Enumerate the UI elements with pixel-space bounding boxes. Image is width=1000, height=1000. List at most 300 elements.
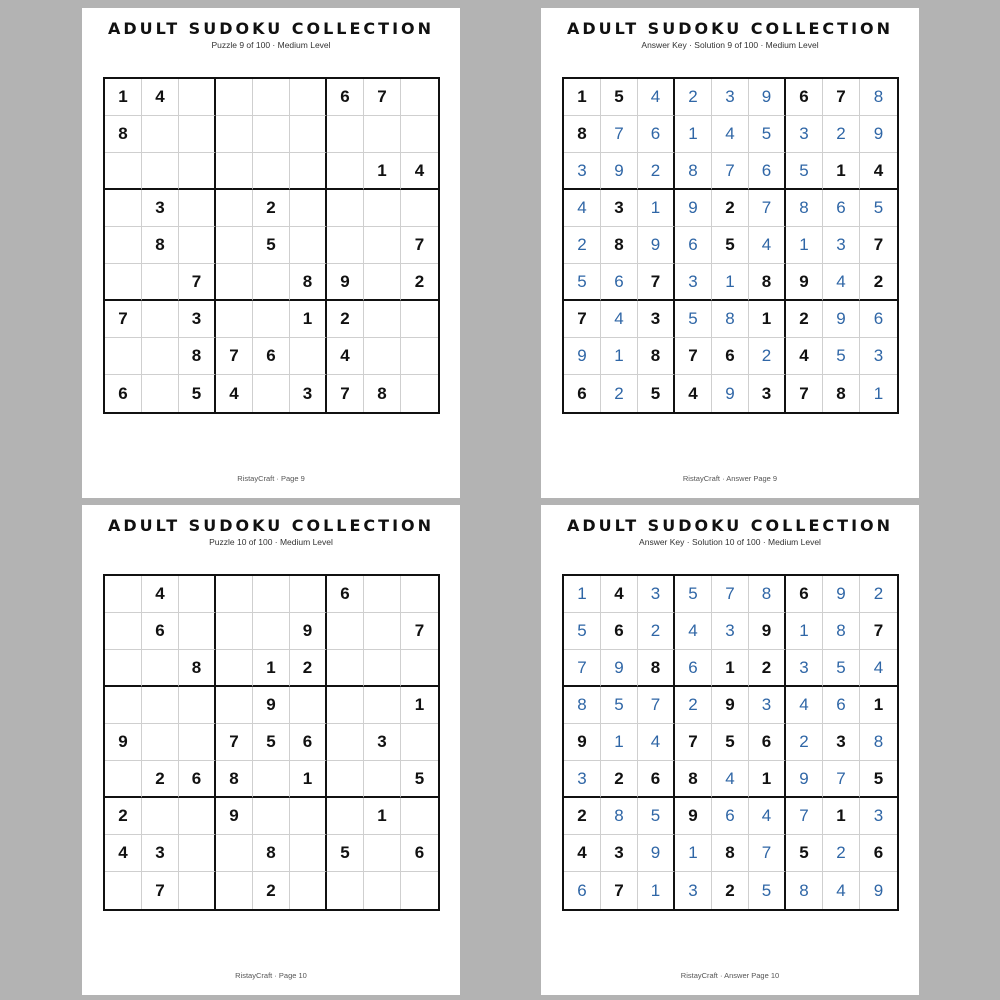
sudoku-cell (253, 761, 290, 798)
page-footer: RistayCraft · Page 9 (237, 474, 305, 483)
sudoku-cell (253, 79, 290, 116)
sudoku-grid (562, 574, 899, 911)
sudoku-cell: 9 (823, 301, 860, 338)
sudoku-cell: 1 (564, 79, 601, 116)
sudoku-cell: 5 (179, 375, 216, 412)
sudoku-cell: 7 (105, 301, 142, 338)
sudoku-cell (327, 650, 364, 687)
sudoku-cell (142, 650, 179, 687)
sudoku-cell: 9 (749, 79, 786, 116)
sudoku-cell: 9 (675, 190, 712, 227)
sudoku-cell: 5 (712, 227, 749, 264)
sudoku-cell: 6 (749, 153, 786, 190)
sudoku-cell: 7 (675, 338, 712, 375)
sudoku-cell: 9 (638, 835, 675, 872)
sudoku-cell (105, 264, 142, 301)
sudoku-cell (105, 650, 142, 687)
sudoku-cell: 2 (675, 687, 712, 724)
sudoku-cell (105, 338, 142, 375)
sudoku-cell: 7 (564, 301, 601, 338)
sudoku-cell: 2 (564, 798, 601, 835)
sudoku-cell: 4 (786, 687, 823, 724)
sudoku-cell: 2 (105, 798, 142, 835)
sudoku-cell: 5 (253, 724, 290, 761)
sudoku-cell (142, 338, 179, 375)
sudoku-cell: 2 (712, 190, 749, 227)
sudoku-cell: 6 (105, 375, 142, 412)
sudoku-cell (142, 301, 179, 338)
sudoku-cell (290, 835, 327, 872)
sudoku-cell: 3 (860, 338, 897, 375)
sudoku-cell (179, 190, 216, 227)
sudoku-cell: 3 (564, 153, 601, 190)
sudoku-cell (216, 576, 253, 613)
sudoku-cell: 1 (638, 872, 675, 909)
sudoku-cell: 8 (179, 650, 216, 687)
sudoku-cell: 7 (401, 613, 438, 650)
sudoku-cell: 9 (601, 650, 638, 687)
sudoku-cell: 2 (601, 375, 638, 412)
sudoku-cell (401, 338, 438, 375)
sudoku-cell (290, 79, 327, 116)
sudoku-cell: 1 (290, 761, 327, 798)
sudoku-cell: 7 (749, 835, 786, 872)
sudoku-cell (216, 613, 253, 650)
sudoku-cell: 5 (823, 650, 860, 687)
sudoku-cell: 2 (675, 79, 712, 116)
page-subtitle: Puzzle 10 of 100 · Medium Level (209, 537, 333, 547)
sudoku-cell: 2 (860, 264, 897, 301)
sudoku-cell: 4 (860, 650, 897, 687)
sudoku-cell: 8 (142, 227, 179, 264)
answer-page-10 (541, 505, 919, 995)
sudoku-cell: 5 (786, 835, 823, 872)
sudoku-cell: 7 (786, 798, 823, 835)
sudoku-cell (401, 190, 438, 227)
sudoku-cell: 3 (712, 79, 749, 116)
sudoku-cell: 4 (749, 798, 786, 835)
sudoku-cell: 4 (712, 761, 749, 798)
sudoku-cell: 1 (253, 650, 290, 687)
sudoku-cell: 4 (105, 835, 142, 872)
sudoku-cell (216, 79, 253, 116)
sudoku-cell: 8 (179, 338, 216, 375)
page-title: ADULT SUDOKU COLLECTION (566, 19, 894, 38)
sudoku-cell: 7 (860, 613, 897, 650)
sudoku-cell (327, 798, 364, 835)
sudoku-cell: 3 (601, 190, 638, 227)
sudoku-grid (103, 574, 440, 911)
sudoku-cell (142, 798, 179, 835)
sudoku-cell: 1 (401, 687, 438, 724)
sudoku-cell (216, 835, 253, 872)
sudoku-cell: 2 (638, 613, 675, 650)
sudoku-cell: 5 (712, 724, 749, 761)
sudoku-cell (364, 227, 401, 264)
page-title: ADULT SUDOKU COLLECTION (107, 19, 435, 38)
sudoku-cell: 2 (564, 227, 601, 264)
sudoku-cell: 2 (253, 190, 290, 227)
sudoku-cell: 8 (601, 227, 638, 264)
sudoku-cell (105, 153, 142, 190)
sudoku-cell (105, 687, 142, 724)
sudoku-cell (179, 798, 216, 835)
sudoku-cell: 8 (216, 761, 253, 798)
sudoku-cell (327, 116, 364, 153)
sudoku-cell: 3 (749, 375, 786, 412)
sudoku-cell: 5 (749, 872, 786, 909)
sudoku-cell (105, 576, 142, 613)
sudoku-cell: 8 (675, 761, 712, 798)
sudoku-cell (364, 835, 401, 872)
sudoku-cell (179, 153, 216, 190)
sudoku-cell: 5 (675, 301, 712, 338)
sudoku-grid (103, 77, 440, 414)
sudoku-cell (179, 613, 216, 650)
sudoku-cell (327, 153, 364, 190)
sudoku-cell: 6 (327, 79, 364, 116)
sudoku-cell (401, 650, 438, 687)
sudoku-cell: 6 (860, 301, 897, 338)
sudoku-cell (290, 576, 327, 613)
sudoku-cell: 3 (860, 798, 897, 835)
sudoku-cell: 5 (860, 761, 897, 798)
sudoku-cell: 1 (749, 301, 786, 338)
sudoku-cell: 6 (712, 798, 749, 835)
page-footer: RistayCraft · Answer Page 9 (682, 474, 778, 483)
sudoku-cell: 5 (564, 613, 601, 650)
sudoku-cell (179, 576, 216, 613)
sudoku-cell: 7 (823, 79, 860, 116)
sudoku-cell: 4 (327, 338, 364, 375)
sudoku-cell (290, 227, 327, 264)
sudoku-cell: 6 (601, 264, 638, 301)
sudoku-cell: 1 (873, 383, 884, 403)
sudoku-cell (105, 227, 142, 264)
sudoku-cell (290, 872, 327, 909)
sudoku-cell (142, 153, 179, 190)
sudoku-cell: 9 (327, 264, 364, 301)
sudoku-cell: 5 (253, 227, 290, 264)
sudoku-cell: 9 (823, 576, 860, 613)
sudoku-cell: 5 (823, 338, 860, 375)
sudoku-cell: 6 (675, 650, 712, 687)
sudoku-cell: 4 (601, 576, 638, 613)
sudoku-cell (364, 264, 401, 301)
sudoku-cell: 8 (860, 724, 897, 761)
sudoku-cell: 8 (675, 153, 712, 190)
sudoku-cell: 5 (401, 761, 438, 798)
sudoku-cell: 5 (638, 798, 675, 835)
sudoku-cell (364, 338, 401, 375)
answer-page-9 (541, 8, 919, 498)
sudoku-cell (253, 375, 290, 412)
sudoku-cell (401, 798, 438, 835)
sudoku-cell (364, 301, 401, 338)
sudoku-cell (327, 687, 364, 724)
sudoku-cell: 4 (564, 835, 601, 872)
sudoku-cell: 8 (712, 835, 749, 872)
sudoku-cell: 6 (327, 576, 364, 613)
sudoku-cell (216, 872, 253, 909)
sudoku-cell (290, 338, 327, 375)
sudoku-cell: 4 (401, 153, 438, 190)
sudoku-cell: 7 (179, 264, 216, 301)
sudoku-cell: 4 (675, 613, 712, 650)
sudoku-cell (290, 153, 327, 190)
sudoku-cell: 6 (675, 227, 712, 264)
sudoku-cell: 8 (601, 798, 638, 835)
sudoku-cell (216, 153, 253, 190)
sudoku-cell: 1 (823, 153, 860, 190)
sudoku-cell: 7 (601, 872, 638, 909)
sudoku-cell: 2 (638, 153, 675, 190)
sudoku-cell: 5 (860, 190, 897, 227)
sudoku-cell: 7 (401, 227, 438, 264)
sudoku-cell (142, 375, 179, 412)
sudoku-cell: 7 (364, 79, 401, 116)
sudoku-cell: 1 (105, 79, 142, 116)
sudoku-cell (401, 872, 438, 909)
sudoku-cell: 2 (823, 116, 860, 153)
sudoku-cell (216, 264, 253, 301)
sudoku-cell (253, 576, 290, 613)
sudoku-cell: 1 (564, 576, 601, 613)
sudoku-cell: 8 (786, 872, 823, 909)
sudoku-cell: 8 (253, 835, 290, 872)
sudoku-cell: 9 (290, 613, 327, 650)
sudoku-cell: 7 (638, 687, 675, 724)
sudoku-cell (401, 724, 438, 761)
page-title: ADULT SUDOKU COLLECTION (107, 516, 435, 535)
sudoku-cell: 6 (401, 835, 438, 872)
sudoku-cell (253, 116, 290, 153)
sudoku-cell: 4 (601, 301, 638, 338)
sudoku-cell: 6 (860, 835, 897, 872)
page-title: ADULT SUDOKU COLLECTION (566, 516, 894, 535)
sudoku-cell: 5 (564, 264, 601, 301)
sudoku-cell: 7 (860, 227, 897, 264)
sudoku-cell: 2 (142, 761, 179, 798)
sudoku-cell: 3 (823, 724, 860, 761)
sudoku-cell (401, 375, 438, 412)
sudoku-cell: 7 (638, 264, 675, 301)
sudoku-cell: 7 (712, 576, 749, 613)
sudoku-cell (105, 190, 142, 227)
sudoku-cell (327, 227, 364, 264)
sudoku-cell: 1 (290, 301, 327, 338)
sudoku-cell: 1 (601, 724, 638, 761)
page-footer: RistayCraft · Answer Page 10 (680, 971, 780, 980)
sudoku-cell: 4 (675, 375, 712, 412)
sudoku-cell: 9 (564, 338, 601, 375)
sudoku-cell: 2 (786, 301, 823, 338)
sudoku-cell: 2 (749, 338, 786, 375)
sudoku-cell (327, 613, 364, 650)
sudoku-cell: 6 (823, 190, 860, 227)
sudoku-cell (364, 650, 401, 687)
sudoku-cell (142, 724, 179, 761)
sudoku-cell: 5 (601, 687, 638, 724)
sudoku-cell: 8 (638, 338, 675, 375)
sudoku-cell (253, 301, 290, 338)
sudoku-cell (179, 116, 216, 153)
sudoku-cell: 1 (364, 153, 401, 190)
sudoku-cell: 4 (638, 79, 675, 116)
sudoku-cell: 8 (564, 687, 601, 724)
sudoku-cell: 3 (142, 835, 179, 872)
sudoku-cell: 5 (675, 576, 712, 613)
sudoku-cell: 5 (327, 835, 364, 872)
sudoku-cell: 6 (290, 724, 327, 761)
sudoku-cell (364, 687, 401, 724)
sudoku-cell (364, 116, 401, 153)
sudoku-cell: 2 (860, 576, 897, 613)
sudoku-cell: 7 (142, 872, 179, 909)
sudoku-cell (364, 613, 401, 650)
sudoku-cell (179, 835, 216, 872)
sudoku-cell: 3 (675, 264, 712, 301)
sudoku-cell: 4 (860, 153, 897, 190)
sudoku-cell (327, 872, 364, 909)
sudoku-cell (142, 116, 179, 153)
sudoku-cell: 3 (142, 190, 179, 227)
sudoku-cell: 2 (712, 872, 749, 909)
sudoku-cell: 8 (638, 650, 675, 687)
sudoku-cell: 8 (712, 301, 749, 338)
sudoku-cell (179, 724, 216, 761)
sudoku-cell (327, 724, 364, 761)
sudoku-cell (142, 264, 179, 301)
sudoku-cell: 1 (749, 761, 786, 798)
sudoku-cell (401, 79, 438, 116)
sudoku-cell: 9 (873, 880, 884, 900)
sudoku-cell (216, 116, 253, 153)
sudoku-cell: 6 (601, 613, 638, 650)
sudoku-cell: 4 (749, 227, 786, 264)
sudoku-cell: 5 (638, 375, 675, 412)
sudoku-cell: 9 (675, 798, 712, 835)
sudoku-cell: 5 (749, 116, 786, 153)
sudoku-cell: 8 (364, 375, 401, 412)
sudoku-cell (253, 613, 290, 650)
sudoku-cell (327, 190, 364, 227)
sudoku-cell: 3 (675, 872, 712, 909)
sudoku-cell: 7 (601, 116, 638, 153)
sudoku-cell: 9 (105, 724, 142, 761)
sudoku-cell (401, 576, 438, 613)
sudoku-cell: 1 (638, 190, 675, 227)
sudoku-grid (562, 77, 899, 414)
sudoku-cell (179, 687, 216, 724)
sudoku-cell: 7 (216, 338, 253, 375)
sudoku-cell (216, 190, 253, 227)
sudoku-cell (364, 576, 401, 613)
sudoku-cell: 3 (290, 375, 327, 412)
page-subtitle: Answer Key · Solution 10 of 100 · Medium Level (639, 537, 821, 547)
sudoku-cell: 3 (564, 761, 601, 798)
sudoku-cell: 3 (638, 301, 675, 338)
sudoku-cell: 5 (601, 79, 638, 116)
sudoku-cell: 1 (601, 338, 638, 375)
sudoku-cell: 4 (142, 576, 179, 613)
sudoku-cell: 9 (564, 724, 601, 761)
sudoku-cell: 7 (327, 375, 364, 412)
sudoku-cell: 4 (564, 190, 601, 227)
sudoku-cell: 6 (786, 576, 823, 613)
sudoku-cell: 5 (786, 153, 823, 190)
sudoku-cell (290, 687, 327, 724)
page-subtitle: Puzzle 9 of 100 · Medium Level (211, 40, 331, 50)
sudoku-cell: 7 (712, 153, 749, 190)
sudoku-cell (216, 227, 253, 264)
sudoku-cell (216, 687, 253, 724)
sudoku-cell: 4 (142, 79, 179, 116)
sudoku-cell: 2 (786, 724, 823, 761)
sudoku-cell: 2 (601, 761, 638, 798)
sudoku-cell (253, 153, 290, 190)
sudoku-cell: 1 (786, 613, 823, 650)
sudoku-cell: 8 (786, 190, 823, 227)
sudoku-cell: 9 (601, 153, 638, 190)
sudoku-cell: 8 (564, 116, 601, 153)
sudoku-cell: 3 (601, 835, 638, 872)
sudoku-cell: 9 (749, 613, 786, 650)
sudoku-cell: 7 (823, 761, 860, 798)
sudoku-cell: 6 (564, 872, 601, 909)
sudoku-cell: 6 (712, 338, 749, 375)
sudoku-cell: 4 (823, 872, 860, 909)
puzzle-page-9 (82, 8, 460, 498)
sudoku-cell (401, 301, 438, 338)
sudoku-cell: 9 (860, 116, 897, 153)
sudoku-cell: 8 (823, 613, 860, 650)
sudoku-cell (253, 798, 290, 835)
sudoku-cell: 3 (364, 724, 401, 761)
sudoku-cell: 8 (290, 264, 327, 301)
sudoku-cell: 6 (638, 761, 675, 798)
sudoku-cell: 7 (675, 724, 712, 761)
sudoku-cell (401, 116, 438, 153)
sudoku-cell (290, 116, 327, 153)
sudoku-cell (290, 798, 327, 835)
sudoku-cell: 7 (786, 375, 823, 412)
sudoku-cell (105, 872, 142, 909)
sudoku-cell (142, 687, 179, 724)
sudoku-cell: 3 (786, 650, 823, 687)
sudoku-cell: 1 (712, 264, 749, 301)
sudoku-cell: 2 (327, 301, 364, 338)
sudoku-cell: 1 (675, 116, 712, 153)
sudoku-cell: 8 (749, 576, 786, 613)
sudoku-cell: 7 (216, 724, 253, 761)
sudoku-cell: 9 (786, 264, 823, 301)
sudoku-cell: 4 (823, 264, 860, 301)
sudoku-cell: 1 (712, 650, 749, 687)
sudoku-cell (105, 761, 142, 798)
sudoku-cell (364, 872, 401, 909)
sudoku-cell (364, 761, 401, 798)
sudoku-cell: 1 (786, 227, 823, 264)
page-footer: RistayCraft · Page 10 (235, 971, 307, 980)
sudoku-cell: 1 (675, 835, 712, 872)
sudoku-cell: 2 (290, 650, 327, 687)
sudoku-cell: 9 (712, 375, 749, 412)
sudoku-cell: 7 (749, 190, 786, 227)
sudoku-cell: 6 (638, 116, 675, 153)
sudoku-cell (216, 301, 253, 338)
sudoku-cell: 6 (179, 761, 216, 798)
